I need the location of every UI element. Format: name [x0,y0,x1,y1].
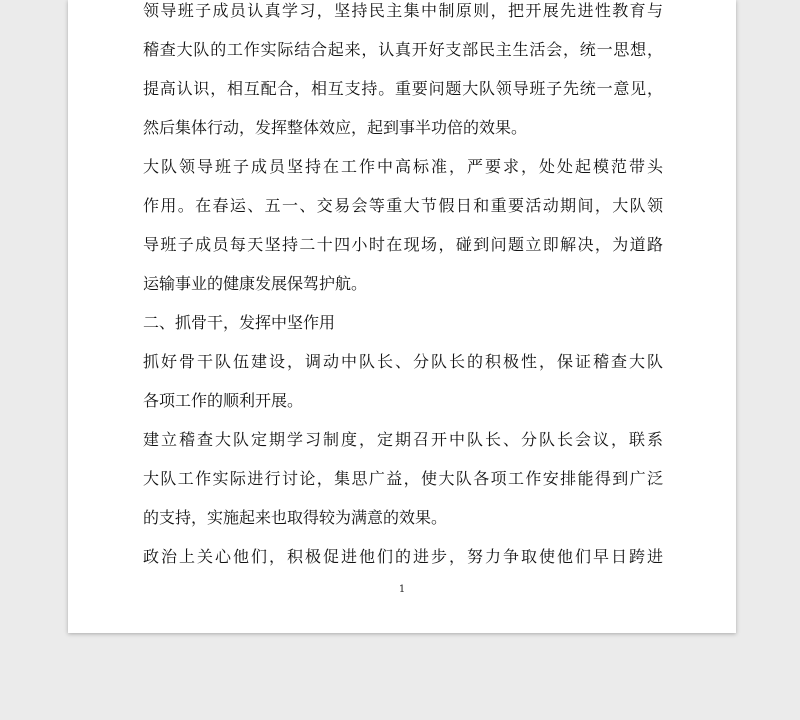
text-line: 提高认识，相互配合，相互支持。重要问题大队领导班子先统一意见， [143,79,663,98]
text-line: 的支持，实施起来也取得较为满意的效果。 [143,508,448,527]
body-text [143,0,663,576]
text-line: 然后集体行动，发挥整体效应，起到事半功倍的效果。 [143,118,528,137]
text-line: 稽查大队的工作实际结合起来，认真开好支部民主生活会，统一思想， [143,40,663,59]
text-line: 领导班子成员认真学习，坚持民主集中制原则，把开展先进性教育与 [143,1,663,20]
text-line: 建立稽查大队定期学习制度，定期召开中队长、分队长会议，联系 [143,430,663,449]
document-page [68,0,736,633]
page-number: 1 [398,584,406,595]
text-line: 大队工作实际进行讨论，集思广益，使大队各项工作安排能得到广泛 [143,469,663,488]
text-line: 导班子成员每天坚持二十四小时在现场，碰到问题立即解决，为道路 [143,235,663,254]
text-line: 抓好骨干队伍建设，调动中队长、分队长的积极性，保证稽查大队 [143,352,663,371]
text-line: 二、抓骨干，发挥中坚作用 [143,313,336,332]
text-line: 作用。在春运、五一、交易会等重大节假日和重要活动期间，大队领 [143,196,663,215]
text-line: 政治上关心他们，积极促进他们的进步，努力争取使他们早日跨进 [143,547,663,566]
text-line: 运输事业的健康发展保驾护航。 [143,274,368,293]
text-line: 大队领导班子成员坚持在工作中高标准，严要求，处处起模范带头 [143,157,663,176]
text-line: 各项工作的顺利开展。 [143,391,304,410]
